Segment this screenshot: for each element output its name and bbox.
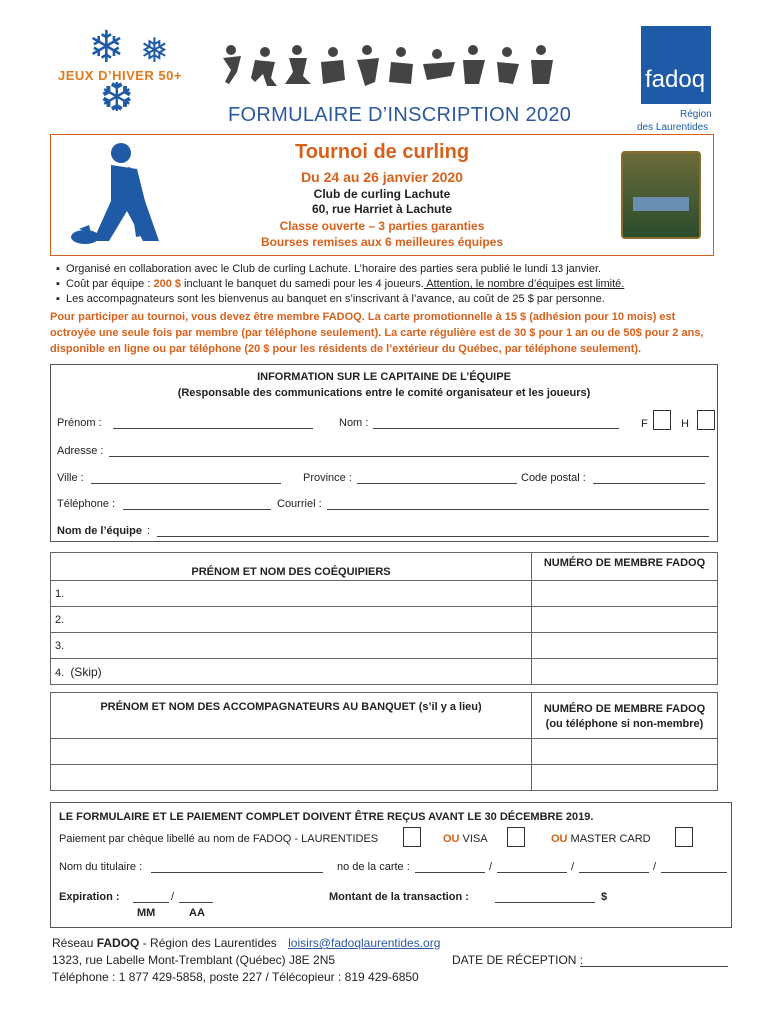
visa-option <box>443 833 488 845</box>
ville-field[interactable] <box>91 472 281 484</box>
separator: / <box>489 861 493 873</box>
visa-label: VISA <box>459 833 488 845</box>
email-link[interactable]: loisirs@fadoqlaurentides.org <box>288 936 441 950</box>
card-number-field-3[interactable] <box>579 861 649 873</box>
teammate-4-field[interactable] <box>51 659 532 685</box>
expiration-month-field[interactable] <box>133 891 169 903</box>
telephone-field[interactable] <box>123 498 271 510</box>
nom-field[interactable] <box>373 417 619 429</box>
telephone-label: Téléphone : <box>57 498 116 510</box>
snowflake-icon: ❄ <box>88 22 125 73</box>
row-number: 1. <box>55 587 65 600</box>
province-field[interactable] <box>357 472 517 484</box>
equipe-field[interactable] <box>157 525 709 537</box>
gender-f-label: F <box>641 418 648 430</box>
equipe-label: Nom de l’équipe <box>57 525 142 537</box>
captain-heading: INFORMATION SUR LE CAPITAINE DE L’ÉQUIPE <box>257 371 511 383</box>
teammates-table <box>50 552 718 685</box>
companion-1-member-field[interactable] <box>532 739 718 765</box>
bullet-3-text: Les accompagnateurs sont les bienvenus au banquet en s’inscrivant à l’avance, au coût de 25 $ par personne. <box>66 293 605 305</box>
bullet-2-amount: 200 $ <box>153 278 181 290</box>
event-box <box>50 134 714 256</box>
or-label: OU <box>443 833 460 845</box>
fadoq-logo-text: fadoq <box>645 66 706 93</box>
ville-label: Ville : <box>57 472 84 484</box>
teammate-3-member-field[interactable] <box>532 633 718 659</box>
row-number: 3. <box>55 639 65 652</box>
event-title: Tournoi de curling <box>294 141 470 163</box>
cheque-label: Paiement par chèque libellé au nom de FADOQ - LAURENTIDES <box>59 833 379 845</box>
event-dates: Du 24 au 26 janvier 2020 <box>301 169 463 185</box>
or-label: OU <box>551 833 568 845</box>
bullet-dot: ▪ <box>56 263 67 275</box>
separator: / <box>653 861 657 873</box>
footer-line1 <box>52 936 440 950</box>
prenom-field[interactable] <box>113 417 313 429</box>
table-row <box>51 607 718 633</box>
event-prizes: Bourses remises aux 6 meilleures équipes <box>260 235 504 249</box>
no-carte-label: no de la carte : <box>337 861 410 873</box>
mastercard-label: MASTER CARD <box>567 833 651 845</box>
bullet-2 <box>56 278 716 290</box>
badge-river <box>633 197 689 211</box>
teammates-col-member: NUMÉRO DE MEMBRE FADOQ <box>532 553 718 581</box>
gender-f-checkbox[interactable] <box>653 410 671 430</box>
table-row <box>51 581 718 607</box>
montant-field[interactable] <box>495 891 595 903</box>
companions-table <box>50 692 718 791</box>
bullet-2c: Attention, le nombre d’équipes est limité. <box>423 278 625 290</box>
aa-label: AA <box>189 907 205 919</box>
separator: / <box>571 861 575 873</box>
fadoq-logo <box>641 26 711 104</box>
teammate-1-member-field[interactable] <box>532 581 718 607</box>
mastercard-option <box>551 833 651 845</box>
titulaire-label: Nom du titulaire : <box>59 861 143 873</box>
row-number: 2. <box>55 613 65 626</box>
adresse-label: Adresse : <box>57 445 104 457</box>
companions-col-member-line2: (ou téléphone si non-membre) <box>545 718 704 730</box>
card-number-field-2[interactable] <box>497 861 567 873</box>
sport-pictograms <box>215 42 560 87</box>
companions-col-member-line1: NUMÉRO DE MEMBRE FADOQ <box>543 703 706 715</box>
footer-region: - Région des Laurentides <box>139 936 277 950</box>
event-address: 60, rue Harriet à Lachute <box>311 202 453 216</box>
table-row <box>51 739 718 765</box>
logo-text: JEUX D’HIVER 50+ <box>58 68 182 83</box>
winter-games-logo <box>58 22 208 126</box>
companion-1-field[interactable] <box>51 739 532 765</box>
footer-network: Réseau <box>52 936 97 950</box>
gender-h-checkbox[interactable] <box>697 410 715 430</box>
deadline-text: LE FORMULAIRE ET LE PAIEMENT COMPLET DOIVENT ÊTRE REÇUS AVANT LE 30 DÉCEMBRE 2019. <box>59 811 594 823</box>
companions-header-row <box>51 693 718 739</box>
region-line1: Région <box>680 109 712 120</box>
cheque-checkbox[interactable] <box>403 827 421 847</box>
teammates-col-name: PRÉNOM ET NOM DES COÉQUIPIERS <box>51 553 532 581</box>
companions-col-member <box>532 693 718 739</box>
payment-box <box>50 802 732 928</box>
footer-fadoq: FADOQ <box>96 936 140 950</box>
captain-box <box>50 364 718 542</box>
courriel-field[interactable] <box>327 498 709 510</box>
footer-address: 1323, rue Labelle Mont-Tremblant (Québec) J8E 2N5 <box>52 953 336 967</box>
captain-subheading: (Responsable des communications entre le comité organisateur et les joueurs) <box>177 387 591 399</box>
bullet-3 <box>56 293 716 305</box>
gender-h-label: H <box>681 418 689 430</box>
bullet-dot: ▪ <box>56 278 67 290</box>
expiration-year-field[interactable] <box>179 891 213 903</box>
bullet-2a: Coût par équipe : <box>66 278 154 290</box>
table-row <box>51 633 718 659</box>
code-postal-label: Code postal : <box>521 472 586 484</box>
bullet-dot: ▪ <box>56 293 67 305</box>
companion-2-member-field[interactable] <box>532 765 718 791</box>
expiration-label: Expiration : <box>59 891 120 903</box>
bullet-2b: incluant le banquet du samedi pour les 4 joueurs. <box>181 278 424 290</box>
adresse-field[interactable] <box>109 445 709 457</box>
teammate-4-member-field[interactable] <box>532 659 718 685</box>
event-venue: Club de curling Lachute <box>313 187 451 201</box>
montant-label: Montant de la transaction : <box>329 891 469 903</box>
teammate-2-field[interactable] <box>51 607 532 633</box>
companions-col-name: PRÉNOM ET NOM DES ACCOMPAGNATEURS AU BANQUET (s’il y a lieu) <box>51 693 532 739</box>
visa-checkbox[interactable] <box>507 827 525 847</box>
titulaire-field[interactable] <box>151 861 323 873</box>
reception-date-field[interactable] <box>580 953 728 967</box>
courriel-label: Courriel : <box>277 498 322 510</box>
teammate-2-member-field[interactable] <box>532 607 718 633</box>
snowflake-icon: ❆ <box>100 75 134 121</box>
footer-phone: Téléphone : 1 877 429-5858, poste 227 / Télécopieur : 819 429-6850 <box>52 970 419 984</box>
code-postal-field[interactable] <box>593 472 705 484</box>
sport-icons <box>215 42 560 87</box>
snowflake-icon: ❅ <box>140 31 169 71</box>
club-badge-image <box>621 151 701 239</box>
reception-label: DATE DE RÉCEPTION : <box>452 953 584 967</box>
region-line2: des Laurentides <box>637 122 709 133</box>
form-title: FORMULAIRE D’INSCRIPTION 2020 <box>228 104 572 126</box>
equipe-colon: : <box>147 525 151 537</box>
bullet-1-text: Organisé en collaboration avec le Club de curling Lachute. L’horaire des parties sera publié le lundi 13 janvier. <box>66 263 602 275</box>
skip-label: (Skip) <box>70 664 102 679</box>
card-number-field-4[interactable] <box>661 861 727 873</box>
teammates-header-row <box>51 553 718 581</box>
event-class: Classe ouverte – 3 parties garanties <box>279 219 485 233</box>
card-number-field-1[interactable] <box>415 861 485 873</box>
table-row <box>51 765 718 791</box>
province-label: Province : <box>303 472 352 484</box>
membership-note: Pour participer au tournoi, vous devez être membre FADOQ. La carte promotionnelle à 15 $ (adhésion pour 10 mois) est octroyée une seule fois par membre (par téléphone seulement). La carte régulière est de 30 $ pour 1 an ou de 50$ pour 2 ans, disponible en ligne ou par téléphone (20 $ pour les résidents de l’extérieur du Québec, par téléphone seulement). <box>50 311 704 355</box>
row-number: 4. <box>55 666 65 679</box>
prenom-label: Prénom : <box>57 417 102 429</box>
nom-label: Nom : <box>339 417 369 429</box>
dollar-sign: $ <box>601 891 608 903</box>
teammate-3-field[interactable] <box>51 633 532 659</box>
teammate-1-field[interactable] <box>51 581 532 607</box>
separator: / <box>171 891 175 903</box>
companion-2-field[interactable] <box>51 765 532 791</box>
mastercard-checkbox[interactable] <box>675 827 693 847</box>
table-row <box>51 659 718 685</box>
bullet-1 <box>56 263 716 275</box>
mm-label: MM <box>137 907 156 919</box>
